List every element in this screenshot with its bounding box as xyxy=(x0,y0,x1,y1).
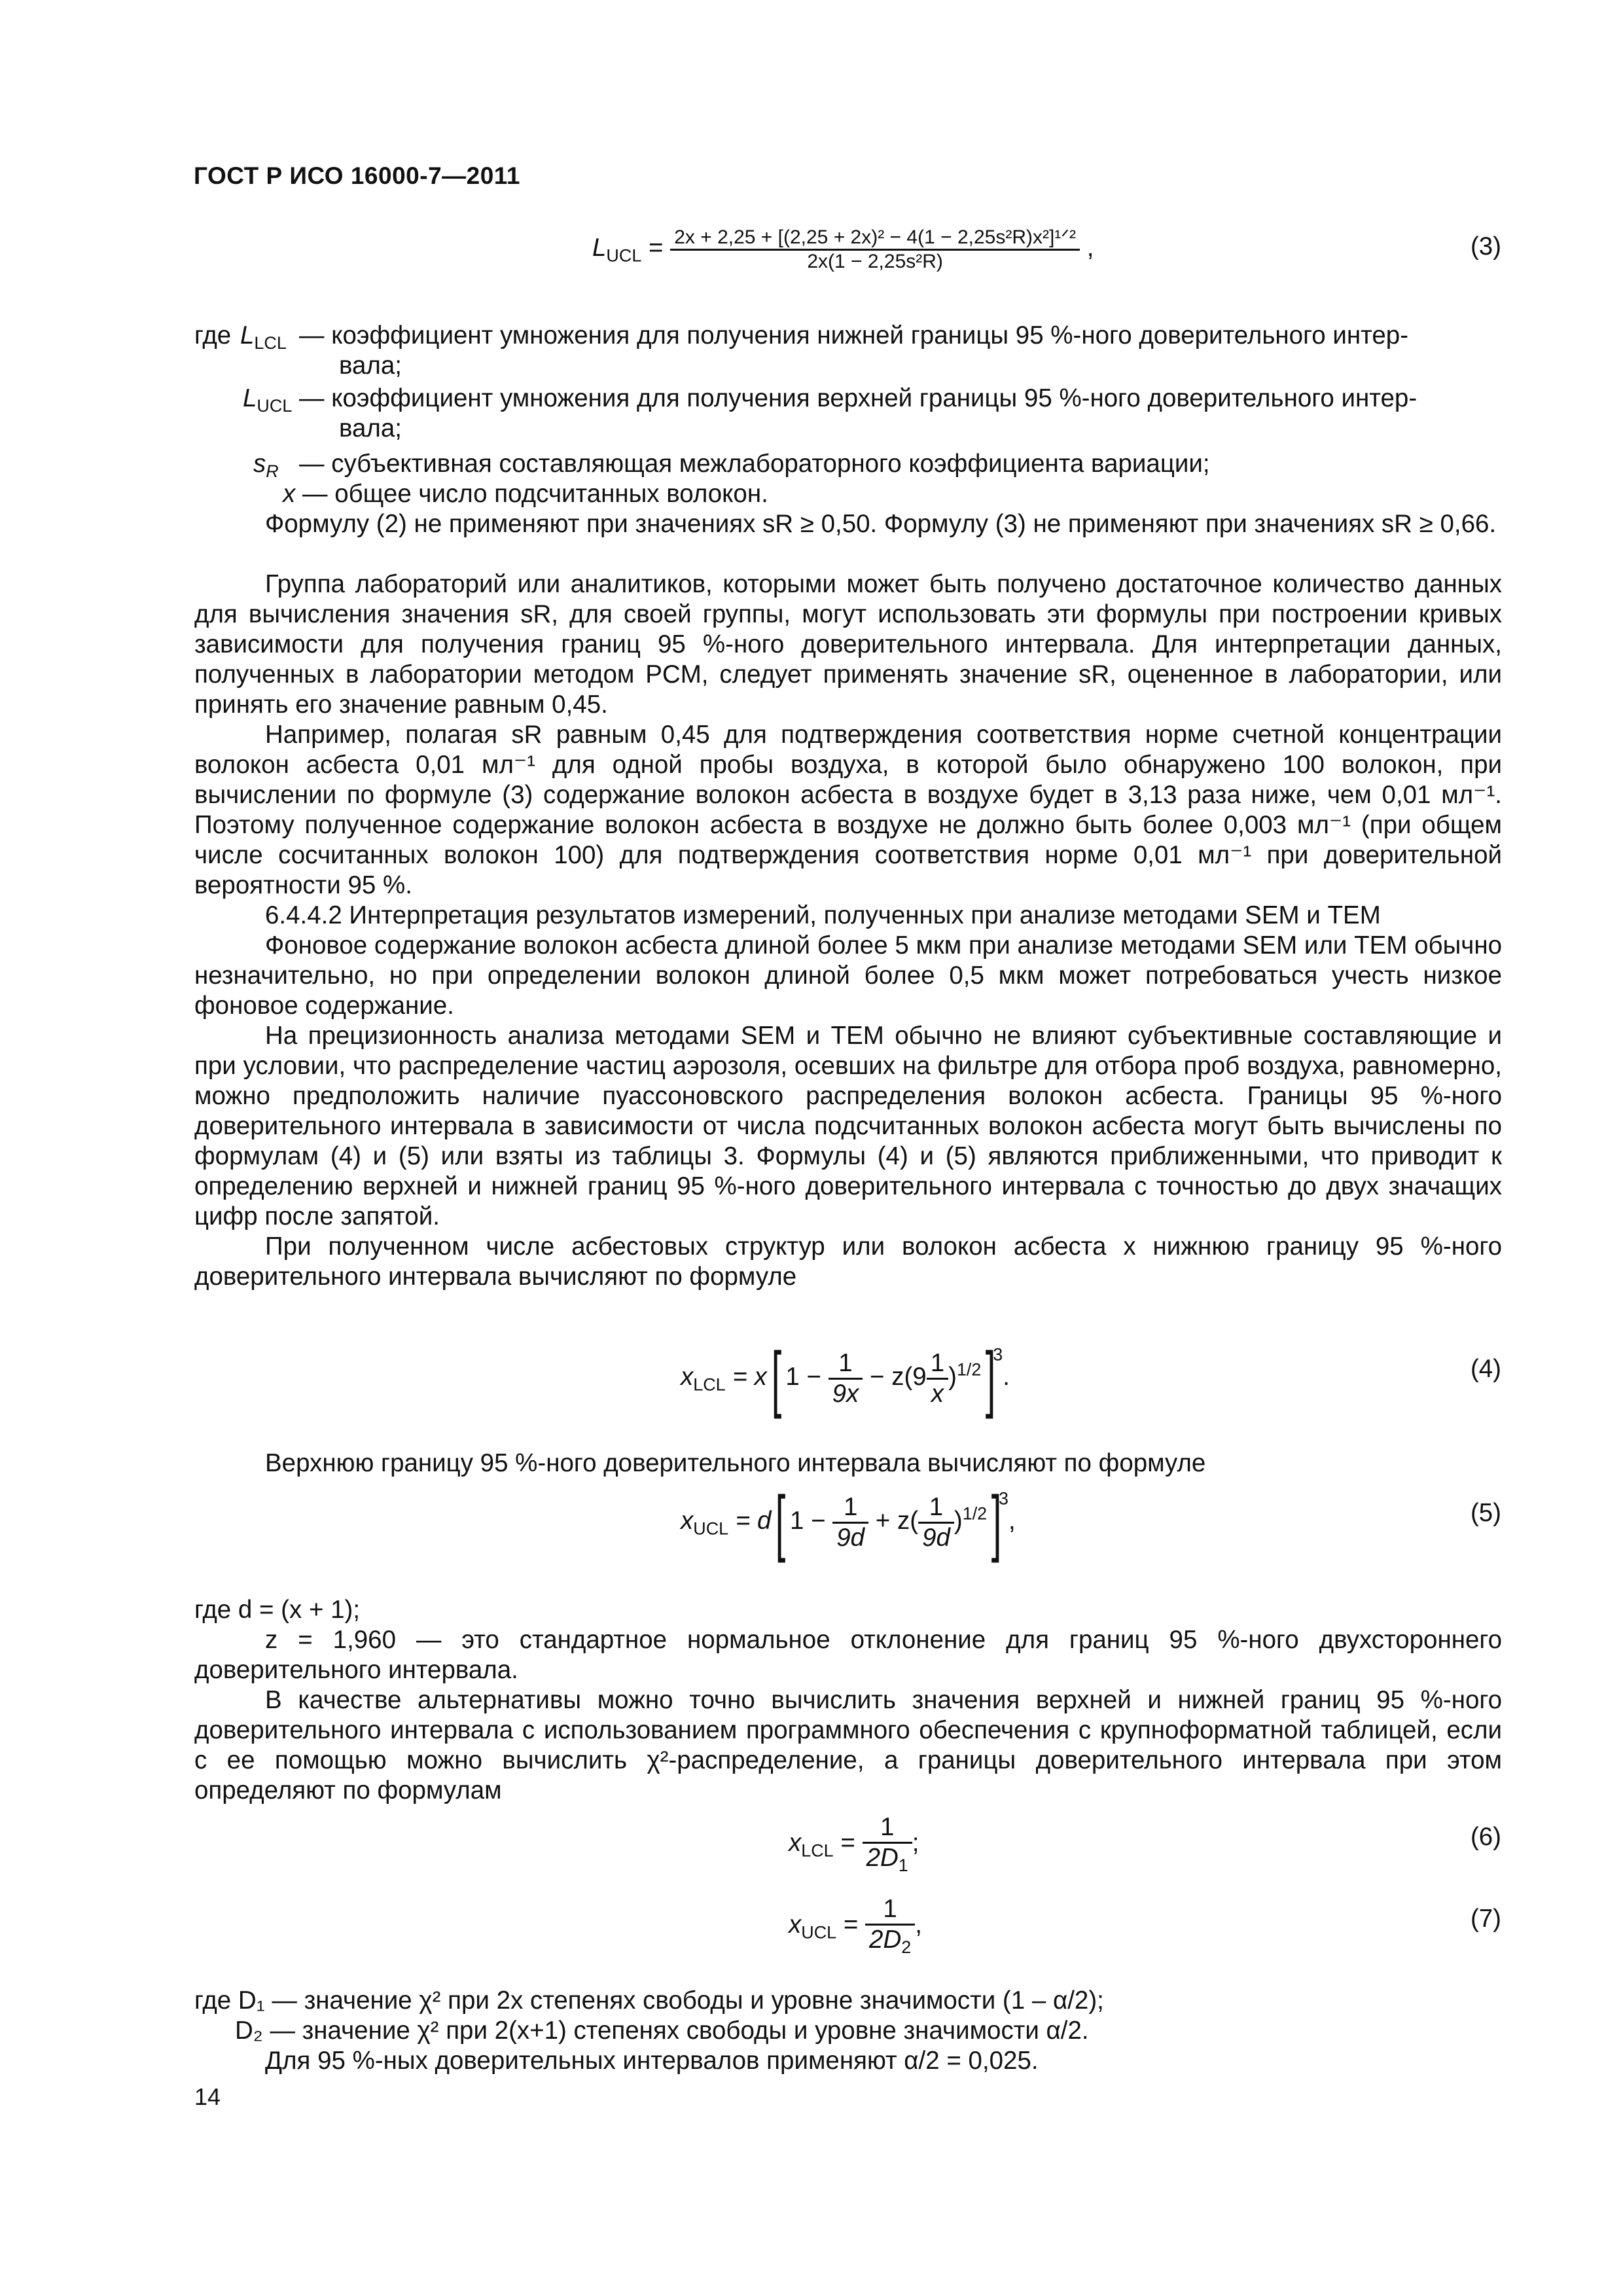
eq4-bracket-left: [ xyxy=(771,1337,781,1419)
eq5-mid: + z( xyxy=(875,1507,919,1535)
paragraphs-block-1 xyxy=(194,509,1502,1292)
eq6-tail: ; xyxy=(912,1829,919,1857)
def-lcl-text: — коэффициент умножения для получения нижней границы 95 %-ного доверительного интер- xyxy=(299,321,1409,350)
eq3-lhs-sub: UCL xyxy=(606,245,642,266)
eq6-equals: = xyxy=(833,1829,863,1857)
eq4-fraction-1: $\frac{1}{9x}$ xyxy=(829,1349,863,1408)
eq5-outer-pow: 3 xyxy=(999,1488,1008,1509)
paragraph-lab-groups: Группа лабораторий или аналитиков, которыми может быть получено достаточное количество данных для вычисления значения sR, для своей группы, могут использовать эти формулы при построении кривых зависимости для получения границ 95 %-ного доверительного интервала. Для интерпретации данных, полученных в лаборатории методом PCM, следует применять значение sR, оцененное в лаборатории, или принять его значение равным 0,45. xyxy=(194,570,1502,719)
eq4-mid: − z(9 xyxy=(870,1363,927,1391)
definitions-block-2 xyxy=(194,1595,1502,1806)
def-x-text: — общее число подсчитанных волокон. xyxy=(302,480,768,508)
eq4-lhs-sub: LCL xyxy=(693,1374,726,1395)
def-ucl-text: — коэффициент умножения для получения верхней границы 95 %-ного доверительного интер- xyxy=(299,384,1418,412)
def-lcl-sub: LCL xyxy=(254,333,287,353)
eq4-equals: = x xyxy=(725,1363,767,1391)
equation-3 xyxy=(592,226,1094,273)
document-header: ГОСТ Р ИСО 16000-7—2011 xyxy=(194,162,520,189)
eq7-tail: , xyxy=(915,1910,922,1939)
def-d2-line: D₂ — значение χ² при 2(x+1) степенях свободы и уровне значимости α/2. xyxy=(235,2017,1089,2045)
eq5-close: ) xyxy=(954,1507,963,1535)
eq4-fraction-2: $\frac{1}{x}$ xyxy=(927,1349,948,1408)
paragraph-lower-limit-intro: При полученном числе асбестовых структур или волокон асбеста x нижнюю границу 95 %-ного доверительного интервала вычисляют по формуле xyxy=(194,1232,1502,1291)
page-number: 14 xyxy=(194,2083,221,2110)
eq3-number: (3) xyxy=(1470,232,1501,260)
equation-7 xyxy=(789,1895,922,1958)
eq6-lhs: x xyxy=(789,1829,802,1857)
eq7-lhs: x xyxy=(789,1910,802,1939)
eq5-number: (5) xyxy=(1470,1499,1501,1527)
eq5-bracket-right: ] xyxy=(991,1481,1002,1563)
equation-6 xyxy=(789,1813,919,1876)
def-d-line: где d = (x + 1); xyxy=(194,1596,361,1624)
def-x-symbol: x xyxy=(283,480,296,508)
eq4-number: (4) xyxy=(1470,1355,1501,1383)
eq6-lhs-sub: LCL xyxy=(801,1840,834,1861)
def-z-line: z = 1,960 — это стандартное нормальное отклонение для границ 95 %-ного двухстороннего доверительного интервала. xyxy=(194,1626,1502,1684)
def-ucl-symbol: L xyxy=(243,384,257,412)
eq4-outer-pow: 3 xyxy=(993,1344,1003,1365)
equation-4 xyxy=(681,1337,1010,1419)
eq7-number: (7) xyxy=(1470,1905,1501,1933)
eq7-equals: = xyxy=(836,1910,866,1939)
eq5-lhs-sub: UCL xyxy=(693,1518,729,1539)
eq4-pow: 1/2 xyxy=(956,1359,982,1380)
def-sr-text: — субъективная составляющая межлабораторного коэффициента вариации; xyxy=(299,450,1210,478)
paragraph-precision: На прецизионность анализа методами SEM и TEM обычно не влияют субъективные составляющие и при условии, что распределение частиц аэрозоля, осевших на фильтре для отбора проб воздуха, равномерно, можно предположить наличие пуассоновского распределения волокон асбеста. Границы 95 %-ного доверительного интервала в зависимости от числа подсчитанных волокон асбеста могут быть вычислены по формулам (4) и (5) или взяты из таблицы 3. Формулы (4) и (5) являются приближенными, что приводит к определению верхней и нижней границ 95 %-ного доверительного интервала с точностью до двух значащих цифр после запятой. xyxy=(194,1022,1502,1230)
eq6-fraction: $\frac{1}{2D_1}$ xyxy=(863,1813,912,1876)
paragraph-example: Например, полагая sR равным 0,45 для подтверждения соответствия норме счетной концентрации волокон асбеста 0,01 мл⁻¹ для одной пробы воздуха, в которой было обнаружено 100 волокон, при вычислении по формуле (3) содержание волокон асбеста в воздухе будет в 3,13 раза ниже, чем 0,01 мл⁻¹. Поэтому полученное содержание волокон асбеста в воздухе не должно быть более 0,003 мл⁻¹ (при общем числе сосчитанных волокон 100) для подтверждения соответствия норме 0,01 мл⁻¹ при доверительной вероятности 95 %. xyxy=(194,721,1502,899)
paragraph-alternative: В качестве альтернативы можно точно вычислить значения верхней и нижней границ 95 %-ного доверительного интервала с использованием программного обеспечения с крупноформатной таблицей, если с ее помощью можно вычислить χ²-распределение, а границы доверительного интервала при этом определяют по формулам xyxy=(194,1686,1502,1804)
eq7-lhs-sub: UCL xyxy=(801,1922,837,1943)
eq5-bracket-left: [ xyxy=(775,1481,786,1563)
eq3-tail: , xyxy=(1080,234,1094,262)
eq6-number: (6) xyxy=(1470,1823,1501,1851)
eq3-numerator: 2x + 2,25 + [(2,25 + 2x)² − 4(1 − 2,25s²R)x²]¹ᐟ² xyxy=(670,226,1080,251)
paragraph-background: Фоновое содержание волокон асбеста длиной более 5 мкм при анализе методами SEM или TEM обычно незначительно, но при определении волокон длиной более 0,5 мкм может потребоваться учесть низкое фоновое содержание. xyxy=(194,931,1502,1020)
eq5-tail: , xyxy=(1008,1507,1016,1535)
paragraph-upper-limit-intro: Верхнюю границу 95 %-ного доверительного интервала вычисляют по формуле xyxy=(265,1449,1206,1477)
eq4-lhs: x xyxy=(681,1363,694,1391)
eq4-tail: . xyxy=(1003,1363,1010,1391)
alpha-line: Для 95 %-ных доверительных интервалов применяют α/2 = 0,025. xyxy=(265,2047,1039,2075)
eq4-close: ) xyxy=(948,1363,957,1391)
eq3-denominator: 2x(1 − 2,25s²R) xyxy=(807,251,943,272)
eq4-one: 1 − xyxy=(785,1363,821,1391)
eq5-equals: = d xyxy=(728,1507,772,1535)
def-ucl-sub: UCL xyxy=(257,396,293,416)
def-lcl-symbol: L xyxy=(240,321,255,350)
def-lead: где xyxy=(194,321,232,350)
def-sr-sub: R xyxy=(266,461,279,482)
def-lcl-cont: вала; xyxy=(339,351,402,380)
paragraph-formula-limits: Формулу (2) не применяют при значениях sR ≥ 0,50. Формулу (3) не применяют при значениях sR ≥ 0,66. xyxy=(265,510,1497,538)
section-6-4-4-2-heading: 6.4.4.2 Интерпретация результатов измерений, полученных при анализе методами SEM и TEM xyxy=(265,901,1381,929)
def-sr-symbol: s xyxy=(253,450,266,478)
eq7-fraction: $\frac{1}{2D_2}$ xyxy=(865,1895,915,1958)
def-ucl-cont: вала; xyxy=(339,414,402,442)
eq5-lhs: x xyxy=(681,1507,694,1535)
eq3-equals: = xyxy=(641,234,671,262)
definitions-block-3 xyxy=(194,1986,1502,2076)
eq3-lhs: L xyxy=(592,234,607,262)
eq5-fraction-1: $\frac{1}{9d}$ xyxy=(832,1493,868,1552)
eq5-pow: 1/2 xyxy=(962,1503,988,1524)
eq4-bracket-right: ] xyxy=(985,1337,996,1419)
equation-5 xyxy=(681,1481,1016,1563)
eq3-fraction xyxy=(670,226,1080,273)
eq5-one: 1 − xyxy=(789,1507,826,1535)
eq5-fraction-2: $\frac{1}{9d}$ xyxy=(918,1493,954,1552)
def-d1-line: где D₁ — значение χ² при 2x степенях свободы и уровне значимости (1 – α/2); xyxy=(194,1986,1104,2015)
